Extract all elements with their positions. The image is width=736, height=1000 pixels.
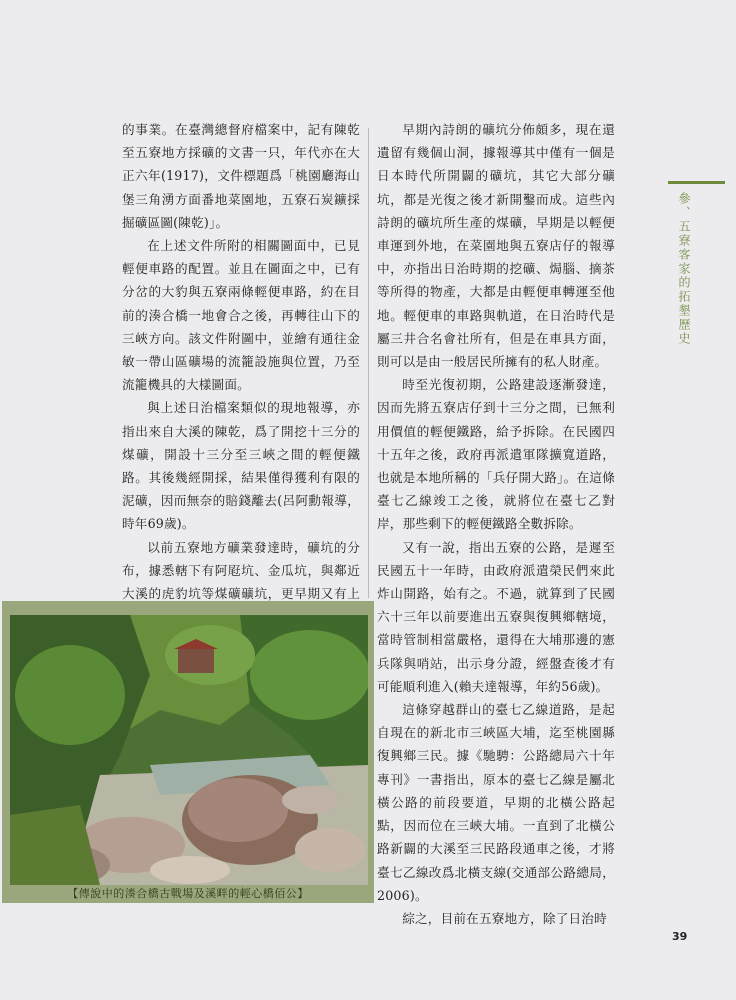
river-gorge-photo (10, 615, 368, 885)
paragraph: 又有一說，指出五寮的公路，是遲至民國五十一年時，由政府派遣榮民們來此炸山開路，始有之。不過，就算到了民國六十三年以前要進出五寮與復興鄉轄境，當時管制相當嚴格，還得在大埔那邊的憲兵隊與哨站，出示身分證，經盤查後才有可能順利進入(賴夫達報導，年約56歲)。 (377, 539, 615, 694)
paragraph: 這條穿越群山的臺七乙線道路，是起自現在的新北市三峽區大埔，迄至桃園縣復興鄉三民。據《馳騁：公路總局六十年專刊》一書指出，原本的臺七乙線是屬北橫公路的前段要道，早期的北橫公路起點，因而位在三峽大埔。一直到了北橫公路新闢的大溪至三民路段通車之後，才將臺七乙線改爲北橫支線(交通部公路總局，2006)。 (377, 702, 615, 903)
photo-figure (2, 601, 374, 903)
column-divider (368, 128, 369, 598)
paragraph: 時至光復初期，公路建設逐漸發達，因而先將五寮店仔到十三分之間，已無利用價值的輕便鐵路，給予拆除。在民國四十五年之後，政府再派遣軍隊擴寬道路，也就是本地所稱的「兵仔開大路」。在這條臺七乙線竣工之後，就將位在臺七乙對岸，那些剩下的輕便鐵路全數拆除。 (377, 377, 615, 532)
left-text-column (122, 118, 360, 628)
paragraph: 在上述文件所附的相關圖面中，已見輕便車路的配置。並且在圖面之中，已有分岔的大豹與五寮兩條輕便車路，約在目前的湊合橋一地會合之後，再轉往山下的三峽方向。該文件附圖中，並繪有通往金敏一帶山區礦場的流籠設施與位置，乃至流籠機具的大樣圖面。 (122, 238, 360, 393)
section-rule (668, 181, 725, 184)
paragraph: 的事業。在臺灣總督府檔案中，記有陳乾至五寮地方採礦的文書一只，年代亦在大正六年(1917)，文件標題爲「桃園廳海山堡三角湧方面番地菜園地，五寮石炭鑛採掘礦區圖(陳乾)」。 (122, 122, 360, 230)
right-text-column (377, 118, 615, 930)
photo-caption: 【傳說中的湊合橋古戰場及溪畔的輕心橋佰公】 (67, 887, 309, 900)
paragraph: 綜之，目前在五寮地方，除了日治時 (402, 910, 607, 926)
paragraph: 與上述日治檔案類似的現地報導，亦指出來自大溪的陳乾，爲了開挖十三分的煤礦，開設十三分至三峽之間的輕便鐵路。其後幾經開採，結果僅得獲利有限的泥礦，因而無奈的賠錢離去(呂阿勳報導，時年69歲)。 (122, 400, 360, 532)
section-label: 參、五寮客家的拓墾歷史 (677, 192, 691, 346)
page-number: 39 (672, 930, 688, 943)
paragraph: 以前五寮地方礦業發達時，礦坑的分布，據悉轄下有阿屘坑、金瓜坑，與鄰近大溪的虎豹坑等煤礦礦坑，更早期又有上 (122, 539, 360, 602)
paragraph: 早期內詩朗的礦坑分佈頗多，現在還遺留有幾個山洞，據報導其中僅有一個是日本時代所開闢的礦坑，其它大部分礦坑，都是光復之後才新開鑿而成。這些內詩朗的礦坑所生產的煤礦，早期是以輕便車運到外地，在菜園地與五寮店仔的報導中，亦指出日治時期的挖礦、焗腦、摘茶等所得的物產，大都是由輕便車轉運至他地。輕便車的車路與軌道，在日治時代是屬三井合名會社所有，但是在車具方面，則可以是由一般居民所擁有的私人財產。 (377, 122, 615, 370)
